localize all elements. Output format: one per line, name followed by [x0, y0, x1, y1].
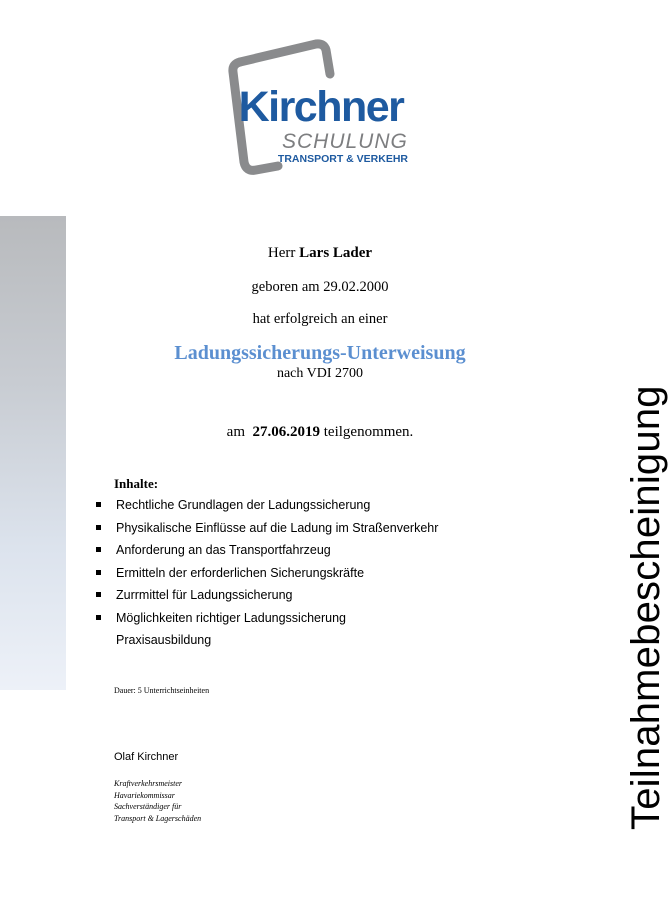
contents-heading: Inhalte:	[114, 476, 159, 491]
signer-title: Havariekommissar	[114, 790, 175, 800]
list-item	[95, 631, 438, 654]
list-item	[95, 541, 438, 564]
list-item-text: Möglichkeiten richtiger Ladungssicherung	[116, 610, 346, 625]
birth-label: geboren am	[251, 279, 320, 295]
logo-subbrand-text: SCHULUNG	[282, 130, 408, 153]
list-item-text: Zurrmittel für Ladungssicherung	[116, 588, 293, 602]
logo-tagline-text: TRANSPORT & VERKEHR	[277, 153, 408, 165]
list-item	[95, 609, 438, 632]
date-line	[110, 424, 530, 441]
side-gradient-band	[0, 216, 66, 690]
bullet-icon	[96, 547, 101, 552]
course-title: Ladungssicherungs-Unterweisung	[174, 342, 466, 364]
signer-name: Olaf Kirchner	[114, 751, 179, 763]
list-item-text: Rechtliche Grundlagen der Ladungssicherung	[116, 498, 371, 512]
certificate-vertical-title: Teilnahmebescheinigung	[624, 385, 668, 830]
signer-title: Kraftverkehrsmeister	[114, 779, 182, 788]
list-item-text: Anforderung an das Transportfahrzeug	[116, 543, 331, 557]
course-subtitle: nach VDI 2700	[276, 366, 364, 381]
bullet-icon	[96, 592, 101, 597]
signer-title: Sachverständiger für	[114, 802, 182, 811]
list-item	[95, 496, 438, 519]
list-item-text: Physikalische Einflüsse auf die Ladung im Straßenverkehr	[116, 520, 439, 535]
list-item-text: Praxisausbildung	[116, 633, 212, 647]
birth-line	[110, 279, 530, 296]
contents-list	[95, 496, 438, 654]
bullet-icon	[96, 502, 101, 507]
signer-titles	[114, 778, 201, 824]
birth-date: 29.02.2000	[323, 279, 389, 295]
list-item	[95, 519, 438, 542]
list-item	[95, 586, 438, 609]
date-suffix: teilgenommen.	[323, 424, 414, 440]
participant-line	[110, 245, 530, 262]
kirchner-logo	[226, 40, 412, 180]
signer-title: Transport & Lagerschäden	[114, 813, 202, 823]
course-date: 27.06.2019	[252, 424, 320, 440]
date-prefix: am	[226, 424, 245, 440]
bullet-icon	[96, 525, 101, 530]
bullet-icon	[96, 615, 101, 620]
participant-name: Lars Lader	[299, 245, 373, 261]
salutation: Herr	[267, 245, 296, 261]
duration-note: Dauer: 5 Unterrichtseinheiten	[114, 686, 210, 695]
list-item	[95, 564, 438, 587]
logo-brand-text: Kirchner	[238, 83, 404, 131]
bullet-icon	[96, 570, 101, 575]
intro-line: hat erfolgreich an einer	[252, 311, 388, 327]
list-item-text: Ermitteln der erforderlichen Sicherungskräfte	[116, 565, 365, 580]
